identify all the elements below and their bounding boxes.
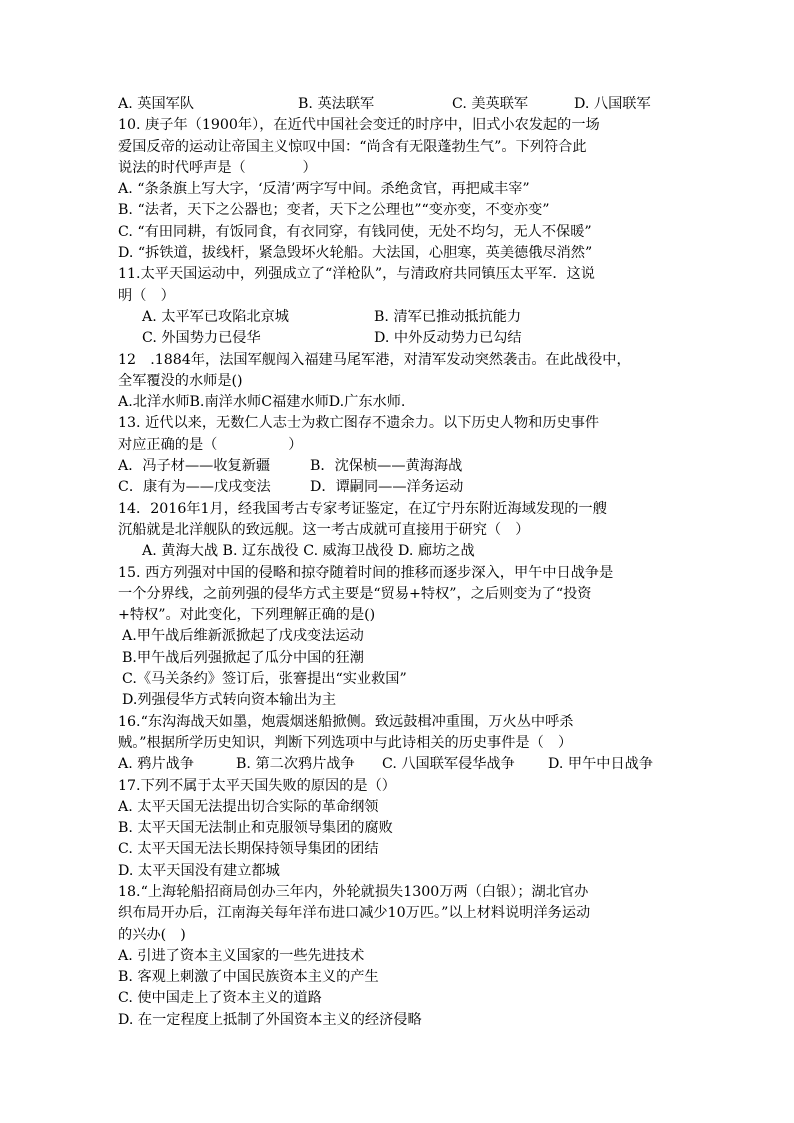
question-10 xyxy=(118,115,678,264)
question-12 xyxy=(118,350,678,414)
q14-stem-line: 14．2016年1月，经我国考古专家考证鉴定，在辽宁丹东附近海域发现的一艘 xyxy=(118,500,607,517)
q13-option-d[interactable]: D．谭嗣同——洋务运动 xyxy=(310,479,464,496)
q16-options xyxy=(118,754,678,775)
q13-option-b[interactable]: B．沈保桢——黄海海战 xyxy=(310,458,463,475)
q13-stem-line: 对应正确的是（ ） xyxy=(118,436,303,453)
q18-stem-line: 18.“上海轮船招商局创办三年内，外轮就损失1300万两（白银）；湖北官办 xyxy=(118,883,589,900)
q10-option-d[interactable]: D. “拆铁道，拔线杆，紧急毁坏火轮船。大法国，心胆寒，英美德俄尽消然” xyxy=(118,245,593,262)
q10-stem-line: 爱国反帝的运动让帝国主义惊叹中国：“尚含有无限蓬勃生气”。下列符合此 xyxy=(118,138,587,155)
question-17 xyxy=(118,776,678,882)
q15-stem-line: 一个分界线，之前列强的侵华方式主要是“贸易+特权”，之后则变为了“投资 xyxy=(118,585,592,602)
q16-option-b[interactable]: B. 第二次鸦片战争 xyxy=(236,756,355,773)
q9-option-c[interactable]: C. 美英联军 xyxy=(452,96,529,112)
q12-options[interactable]: A.北洋水师B.南洋水师C福建水师D.广东水师. xyxy=(118,394,406,411)
q14-options[interactable]: A. 黄海大战 B. 辽东战役 C. 威海卫战役 D. 廊坊之战 xyxy=(142,543,475,560)
q16-option-d[interactable]: D. 甲午中日战争 xyxy=(548,756,654,773)
q11-option-a[interactable]: A. 太平军已攻陷北京城 xyxy=(142,308,289,325)
q17-option-d[interactable]: D. 太平天国没有建立都城 xyxy=(118,862,280,879)
q18-option-d[interactable]: D. 在一定程度上抵制了外国资本主义的经济侵略 xyxy=(118,1011,422,1028)
q18-stem-line: 的兴办( ) xyxy=(118,926,186,943)
q17-stem-line: 17.下列不属于太平天国失败的原因的是（） xyxy=(118,777,396,794)
q9-option-d[interactable]: D. 八国联军 xyxy=(574,96,651,112)
question-16 xyxy=(118,712,678,776)
q9-option-b[interactable]: B. 英法联军 xyxy=(298,96,375,112)
q11-option-b[interactable]: B. 清军已推动抵抗能力 xyxy=(374,308,522,325)
q15-option-c[interactable]: C.《马关条约》签订后，张謇提出“实业救国” xyxy=(122,671,407,688)
q16-stem-line: 16.“东沟海战天如墨，炮震烟迷船掀侧。致远鼓楫冲重围，万火丛中呼杀 xyxy=(118,713,574,730)
q18-option-b[interactable]: B. 客观上刺激了中国民族资本主义的产生 xyxy=(118,969,379,986)
q16-option-a[interactable]: A. 鸦片战争 xyxy=(118,756,195,773)
q18-option-c[interactable]: C. 使中国走上了资本主义的道路 xyxy=(118,990,322,1007)
q11-options-row xyxy=(118,328,678,349)
q18-option-a[interactable]: A. 引进了资本主义国家的一些先进技术 xyxy=(118,947,365,964)
q9-options xyxy=(118,94,678,115)
q10-option-c[interactable]: C. “有田同耕，有饭同食，有衣同穿，有钱同使，无处不均匀，无人不保暖” xyxy=(118,223,592,240)
q18-stem-line: 织布局开办后，江南海关每年洋布进口减少10万匹。”以上材料说明洋务运动 xyxy=(118,905,591,922)
q12-stem-line: 12 .1884年，法国军舰闯入福建马尾军港，对清军发动突然袭击。在此战役中， xyxy=(118,351,631,368)
q17-option-a[interactable]: A. 太平天国无法提出切合实际的革命纲领 xyxy=(118,798,379,815)
q13-options-row xyxy=(118,456,678,477)
q15-stem-line: +特权”。对此变化，下列理解正确的是() xyxy=(118,607,376,624)
q12-stem-line: 全军覆没的水师是() xyxy=(118,372,243,389)
q13-option-a[interactable]: A．冯子材——收复新疆 xyxy=(118,458,271,475)
q11-options-row xyxy=(118,307,678,328)
q11-option-c[interactable]: C. 外国势力已侵华 xyxy=(142,330,261,347)
q9-option-a[interactable]: A. 英国军队 xyxy=(118,96,195,112)
q10-option-a[interactable]: A. “条条旗上写大字，‘反清’两字写中间。杀绝贪官，再把咸丰宰” xyxy=(118,181,530,198)
q15-option-a[interactable]: A.甲午战后维新派掀起了戊戌变法运动 xyxy=(122,628,364,645)
q13-options-row xyxy=(118,477,678,498)
q13-option-c[interactable]: C．康有为——戊戌变法 xyxy=(118,479,271,496)
question-11 xyxy=(118,264,678,349)
q16-stem-line: 贼。”根据所学历史知识，判断下列选项中与此诗相关的历史事件是（ ） xyxy=(118,734,573,751)
question-list xyxy=(118,94,678,1031)
q15-stem-line: 15. 西方列强对中国的侵略和掠夺随着时间的推移而逐步深入，甲午中日战争是 xyxy=(118,564,614,581)
question-13 xyxy=(118,413,678,498)
question-18 xyxy=(118,882,678,1031)
q13-stem-line: 13. 近代以来，无数仁人志士为救亡图存不遗余力。以下历史人物和历史事件 xyxy=(118,415,600,432)
q10-stem-line: 10. 庚子年（1900年），在近代中国社会变迁的时序中，旧式小农发起的一场 xyxy=(118,117,600,134)
q16-option-c[interactable]: C. 八国联军侵华战争 xyxy=(382,756,515,773)
q17-option-c[interactable]: C. 太平天国无法长期保持领导集团的团结 xyxy=(118,841,379,858)
q15-option-b[interactable]: B.甲午战后列强掀起了瓜分中国的狂潮 xyxy=(122,649,364,666)
q15-option-d[interactable]: D.列强侵华方式转向资本输出为主 xyxy=(122,692,337,709)
q10-stem-line: 说法的时代呼声是（ ） xyxy=(118,159,317,176)
q17-option-b[interactable]: B. 太平天国无法制止和克服领导集团的腐败 xyxy=(118,820,393,837)
q11-stem-line: 明（ ） xyxy=(118,287,175,304)
question-14 xyxy=(118,499,678,563)
question-15 xyxy=(118,563,678,712)
q10-option-b[interactable]: B. “法者，天下之公器也；变者，天下之公理也”“变亦变，不变亦变” xyxy=(118,202,550,219)
q11-stem-line: 11.太平天国运动中，列强成立了“洋枪队”，与清政府共同镇压太平军．这说 xyxy=(118,266,595,283)
q14-stem-line: 沉船就是北洋舰队的致远舰。这一考古成就可直接用于研究（ ） xyxy=(118,521,530,538)
q11-option-d[interactable]: D. 中外反动势力已勾结 xyxy=(374,330,522,347)
